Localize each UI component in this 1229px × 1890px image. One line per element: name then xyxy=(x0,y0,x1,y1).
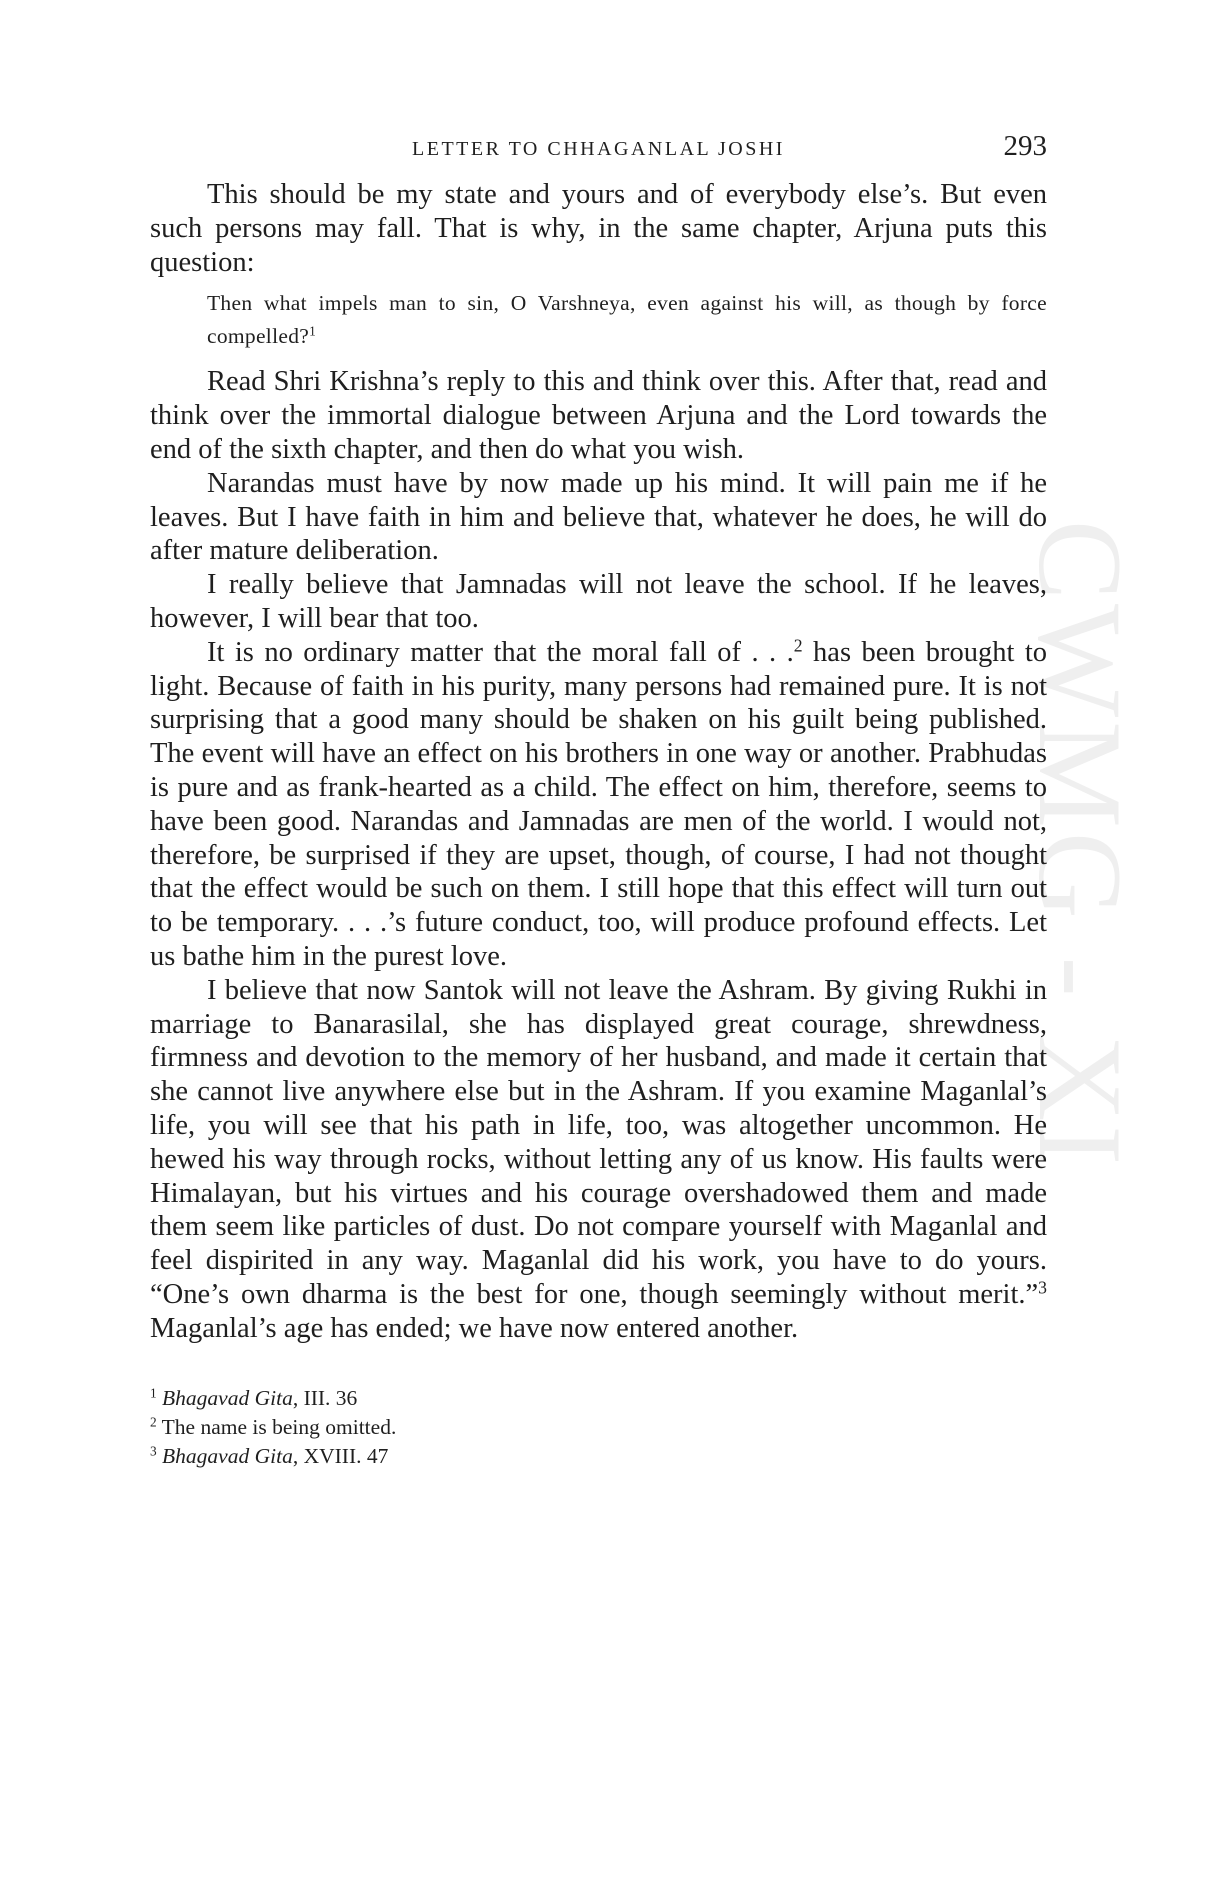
running-title: LETTER TO CHHAGANLAL JOSHI xyxy=(412,138,785,160)
paragraph-2: Read Shri Krishna’s reply to this and think over this. After that, read and think over the immortal dialogue between Arjuna and the Lord towards the end of the sixth chapter, and then do what you wish. xyxy=(150,366,1047,465)
footnote-ref-2: 2 xyxy=(793,635,803,656)
quote-text: Then what impels man to sin, O Varshneya, even against his will, as though by force compelled? xyxy=(207,291,1047,349)
footnote-text: , III. 36 xyxy=(292,1385,358,1410)
paragraph-1: This should be my state and yours and of everybody else’s. But even such persons may fall. That is why, in the same chapter, Arjuna puts this question: xyxy=(150,179,1047,278)
running-head xyxy=(150,130,1047,166)
footnotes xyxy=(150,1384,1047,1471)
footnote-2 xyxy=(150,1413,1047,1442)
body-text xyxy=(150,178,1047,1346)
page-number: 293 xyxy=(1003,130,1047,162)
paragraph-6-part-b: Maganlal’s age has ended; we have now entered another. xyxy=(150,1312,799,1344)
paragraph-6 xyxy=(150,974,1047,1346)
footnote-3 xyxy=(150,1442,1047,1471)
paragraph-4: I really believe that Jamnadas will not leave the school. If he leaves, however, I will bear that too. xyxy=(150,569,1047,634)
footnote-ref-3: 3 xyxy=(1038,1277,1047,1298)
footnote-1 xyxy=(150,1384,1047,1413)
footnote-text: The name is being omitted. xyxy=(161,1414,397,1439)
footnote-text: , XVIII. 47 xyxy=(292,1443,389,1468)
footnote-ref-1: 1 xyxy=(309,324,317,340)
document-page xyxy=(150,130,1047,1471)
footnote-number: 1 xyxy=(150,1385,157,1401)
footnote-number: 2 xyxy=(150,1414,157,1430)
footnote-title: Bhagavad Gita xyxy=(162,1443,293,1468)
paragraph-3: Narandas must have by now made up his mind. It will pain me if he leaves. But I have faith in him and believe that, whatever he does, he will do after mature deliberation. xyxy=(150,467,1047,567)
paragraph-5-part-b: has been brought to light. Because of faith in his purity, many persons had remained pure. It is not surprising that a good many should be shaken on his guilt being published. The event will have an effect on his brothers in one way or another. Prabhudas is pure and as frank-hearted as a child. The effect on him, therefore, seems to have been good. Narandas and Jamnadas are men of the world. I would not, therefore, be surprised if they are upset, though, of course, I had not thought that the effect would be such on them. I still hope that this effect will turn out to be temporary. . . .’s future conduct, too, will produce profound effects. Let us bathe him in the purest love. xyxy=(150,636,1047,972)
block-quote xyxy=(207,287,1047,353)
footnote-title: Bhagavad Gita xyxy=(162,1385,293,1410)
paragraph-5 xyxy=(150,636,1047,974)
footnote-number: 3 xyxy=(150,1443,157,1459)
paragraph-6-part-a: I believe that now Santok will not leave the Ashram. By giving Rukhi in marriage to Banarasilal, she has displayed great courage, shrewdness, firmness and devotion to the memory of her husband, and made it certain that she cannot live anywhere else but in the Ashram. If you examine Maganlal’s life, you will see that his path in life, too, was altogether uncommon. He hewed his way through rocks, without letting any of us know. His faults were Himalayan, but his virtues and his courage overshadowed them and made them seem like particles of dust. Do not compare yourself with Maganlal and feel dispirited in any way. Maganlal did his work, you have to do yours. “One’s own dharma is the best for one, though seemingly without merit.” xyxy=(150,974,1047,1310)
watermark: CWMG - XI xyxy=(1014,520,1147,1170)
paragraph-5-part-a: It is no ordinary matter that the moral fall of . . . xyxy=(207,636,794,668)
